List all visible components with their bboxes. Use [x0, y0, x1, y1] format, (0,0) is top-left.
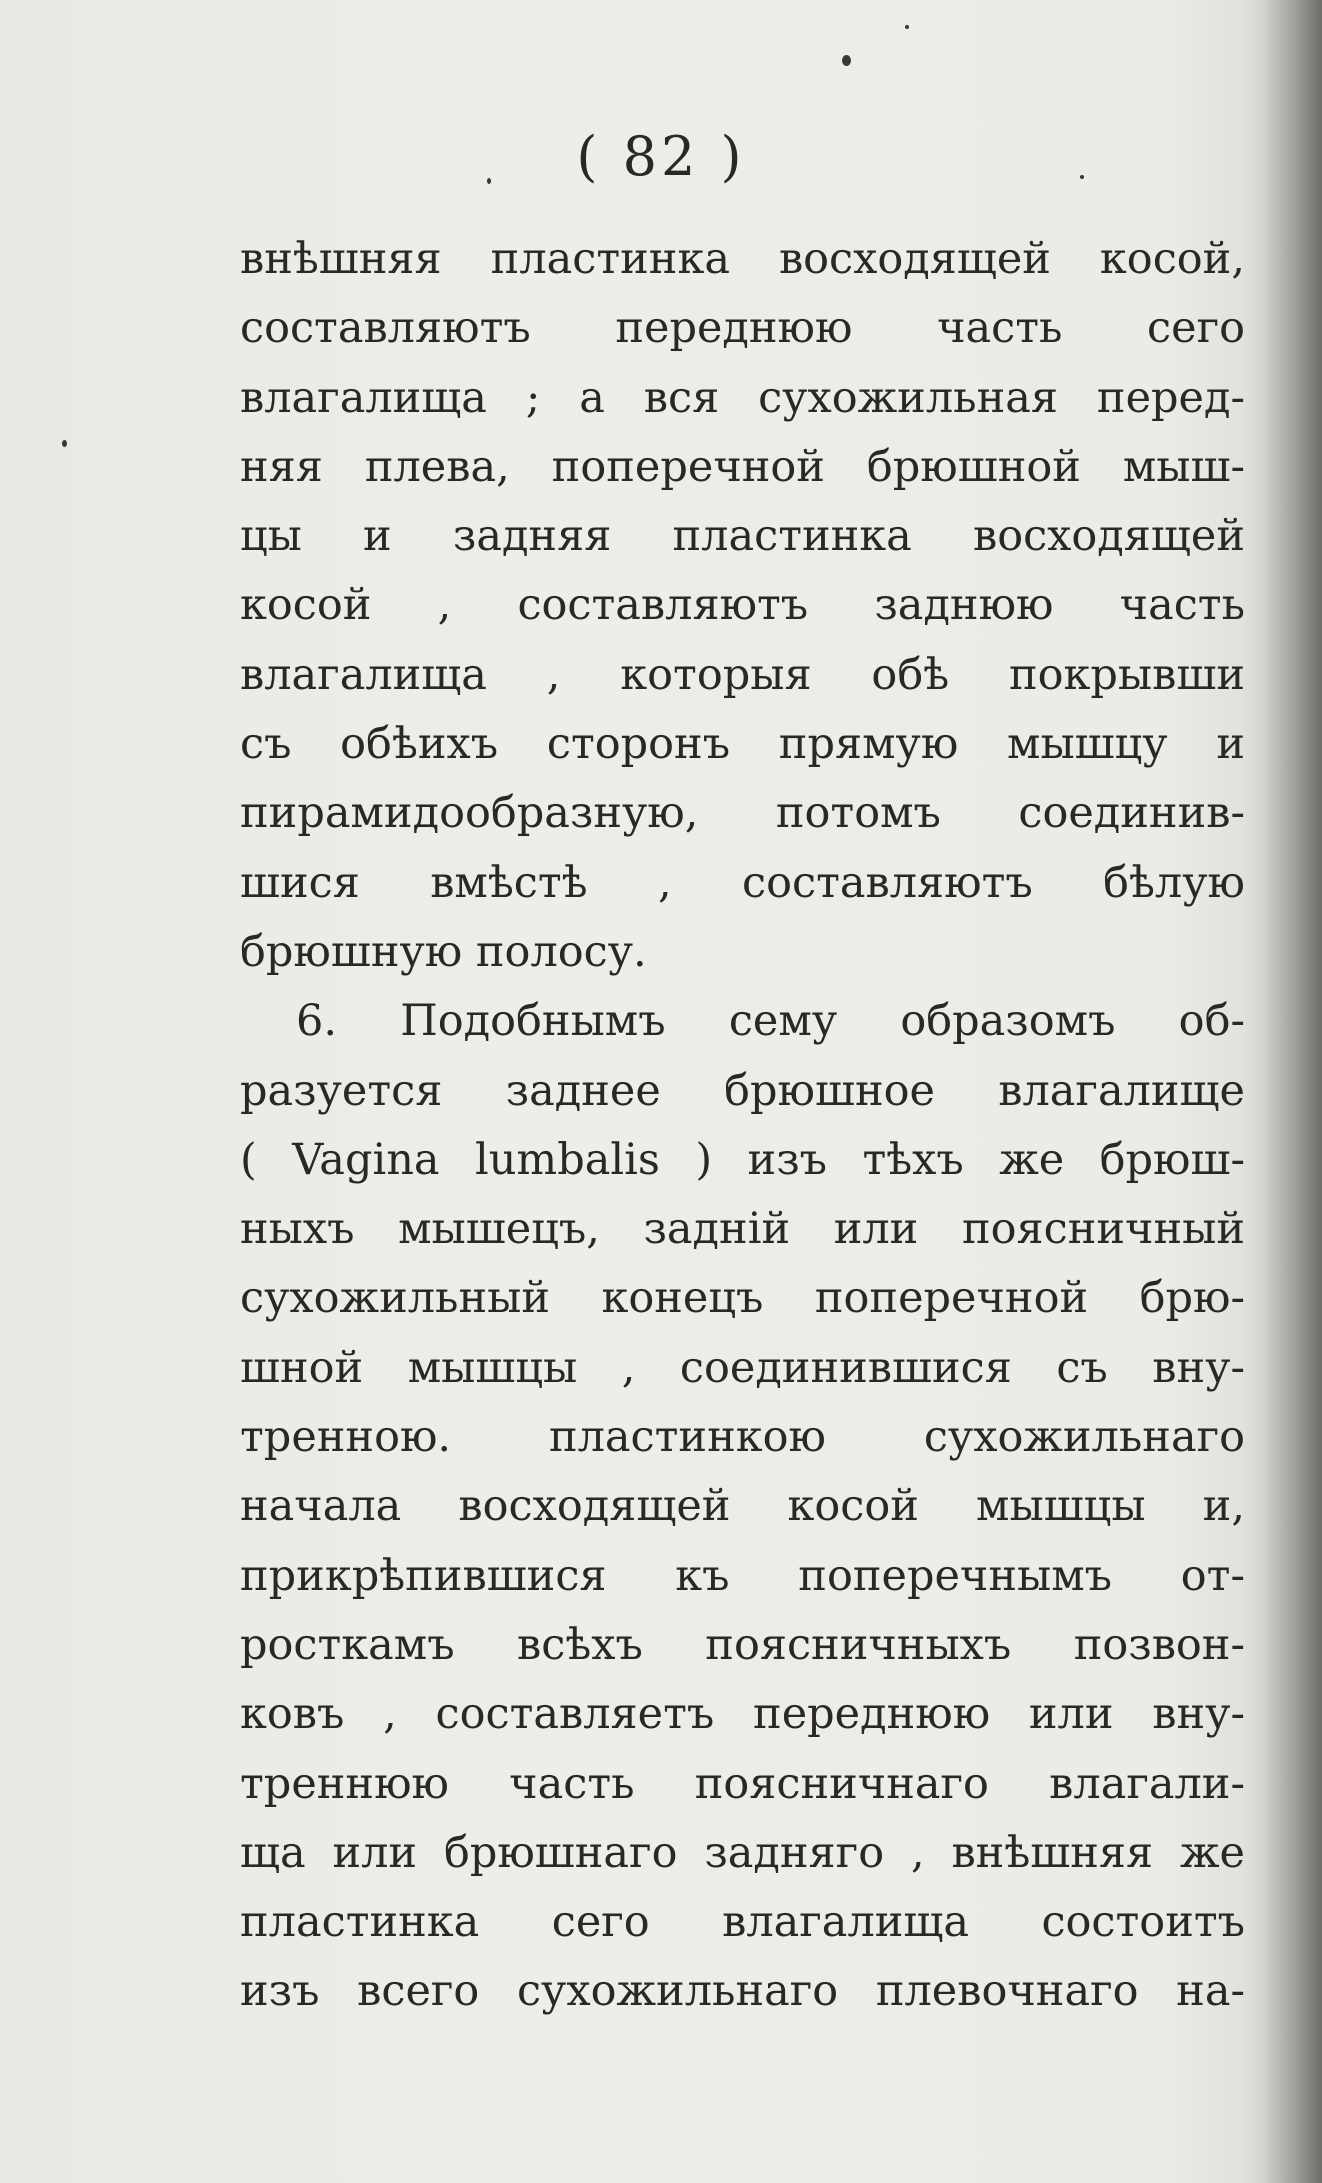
text-line: составляютъ переднюю часть сего: [240, 303, 1245, 354]
text-line: изъ всего сухожильнаго плевочнаго на-: [240, 1966, 1245, 2017]
paragraph-start-line: 6. Подобнымъ сему образомъ об-: [296, 996, 1245, 1047]
ink-speck: [62, 440, 67, 447]
text-line: сухожильный конецъ поперечной брю-: [240, 1273, 1245, 1324]
text-line: пирамидообразную, потомъ соединив-: [240, 788, 1245, 839]
text-line: ныхъ мышецъ, заднiй или поясничный: [240, 1204, 1245, 1255]
text-line: ( Vagina lumbalis ) изъ тѣхъ же брюш-: [240, 1134, 1245, 1185]
text-line: шися вмѣстѣ , составляютъ бѣлую: [240, 857, 1245, 908]
text-line: пластинка сего влагалища состоитъ: [240, 1897, 1245, 1948]
body-text: [240, 225, 1245, 2027]
text-line: ща или брюшнаго задняго , внѣшняя же: [240, 1827, 1245, 1878]
text-line: росткамъ всѣхъ поясничныхъ позвон-: [240, 1619, 1245, 1670]
text-line: влагалища ; а вся сухожильная перед-: [240, 372, 1245, 423]
text-line: съ обѣихъ сторонъ прямую мышцу и: [240, 719, 1245, 770]
page-number: ( 82 ): [576, 125, 746, 188]
ink-speck: [842, 55, 851, 66]
text-line: брюшную полосу.: [240, 926, 647, 977]
page-edge-shadow: [1262, 0, 1322, 2183]
text-line: внѣшняя пластинка восходящей косой,: [240, 234, 1245, 284]
ink-speck: [905, 25, 909, 29]
text-line: влагалища , которыя обѣ покрывши: [240, 649, 1245, 700]
text-line: ковъ , составляетъ переднюю или вну-: [240, 1689, 1245, 1740]
text-line: тренною. пластинкою сухожильнаго: [240, 1412, 1245, 1463]
text-line: шной мышцы , соединившися съ вну-: [240, 1342, 1245, 1393]
text-line: косой , составляютъ заднюю часть: [240, 580, 1245, 631]
text-line: разуется заднее брюшное влагалище: [240, 1065, 1245, 1116]
text-line: начала восходящей косой мышцы и,: [240, 1481, 1245, 1532]
text-line: прикрѣпившися къ поперечнымъ от-: [240, 1550, 1245, 1601]
text-line: няя плева, поперечной брюшной мыш-: [240, 441, 1245, 492]
text-line: цы и задняя пластинка восходящей: [240, 511, 1245, 562]
text-line: треннюю часть поясничнаго влагали-: [240, 1758, 1245, 1809]
